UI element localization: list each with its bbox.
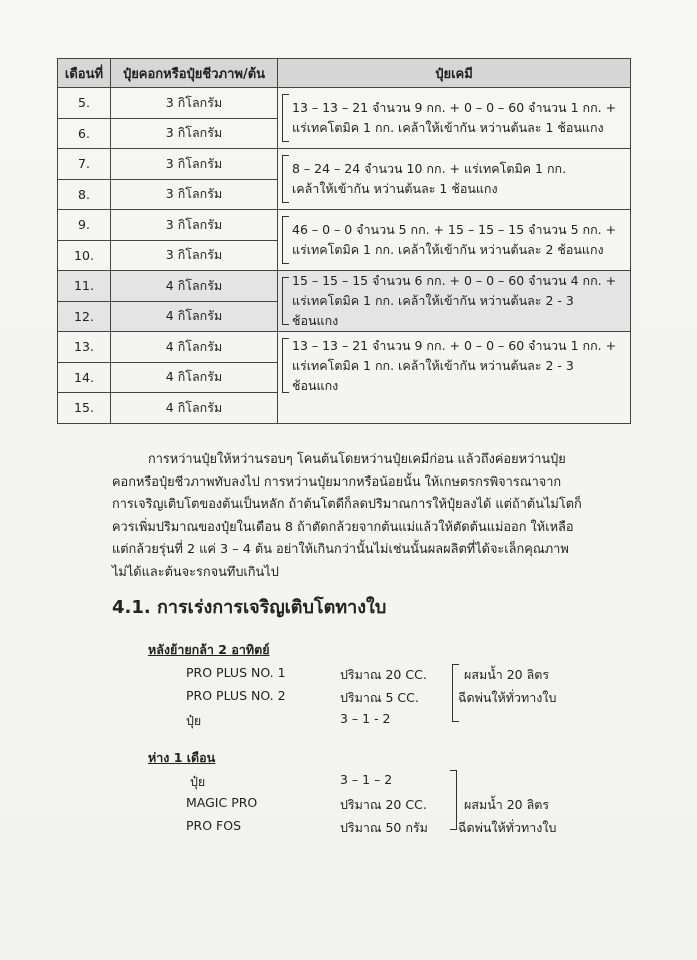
paragraph-line: การเจริญเติบโตของต้นเป็นหลัก ถ้าต้นโตดีก็ลดปริมาณการให้ปุ๋ยลงได้ แต่ถ้าต้นไม่โตก็ [112,497,582,512]
month-cell: 11. [58,271,111,302]
table-row [58,332,631,363]
brace [450,770,457,830]
block2-item-name: ปุ๋ย [190,774,206,789]
chemical-line: แร่เทคโตมิค 1 กก. เคล้าให้เข้ากัน หว่านต้นละ 2 ช้อนแกง [292,242,604,257]
month-cell: 5. [58,88,111,119]
chemical-line: แร่เทคโตมิค 1 กก. เคล้าให้เข้ากัน หว่านต้นละ 1 ช้อนแกง [292,120,604,135]
chemical-cell [278,149,631,210]
chemical-cell [278,271,631,332]
organic-cell: 4 กิโลกรัม [111,393,278,424]
block1-item-name: PRO PLUS NO. 1 [186,665,286,680]
chemical-line: แร่เทคโตมิค 1 กก. เคล้าให้เข้ากัน หว่านต้นละ 2 - 3 [292,358,574,373]
chemical-line: 8 – 24 – 24 จำนวน 10 กก. + แร่เทคโตมิค 1 กก. [292,161,567,176]
chemical-line: 13 – 13 – 21 จำนวน 9 กก. + 0 – 0 – 60 จำนวน 1 กก. + [292,100,617,115]
chemical-line: เคล้าให้เข้ากัน หว่านต้นละ 1 ช้อนแกง [292,181,498,196]
paragraph-line: การหว่านปุ๋ยให้หว่านรอบๆ โคนต้นโดยหว่านปุ๋ยเคมีก่อน แล้วถึงค่อยหว่านปุ๋ย [148,452,566,467]
header-chemical: ปุ๋ยเคมี [278,59,631,88]
chemical-cell [278,88,631,149]
table-header-row [58,59,631,88]
block1-item-amount: ปริมาณ 20 CC. [340,667,427,682]
table-row [58,210,631,241]
month-cell: 15. [58,393,111,424]
chemical-line: 46 – 0 – 0 จำนวน 5 กก. + 15 – 15 – 15 จำนวน 5 กก. + [292,222,617,237]
table-row [58,88,631,119]
block2-item-name: PRO FOS [186,818,241,833]
organic-cell: 4 กิโลกรัม [111,271,278,302]
paragraph-line: ไม่ได้และต้นจะรกจนทึบเกินไป [112,564,279,580]
chemical-line: 13 – 13 – 21 จำนวน 9 กก. + 0 – 0 – 60 จำนวน 1 กก. + [292,338,617,353]
month-cell: 13. [58,332,111,363]
organic-cell: 3 กิโลกรัม [111,88,278,119]
month-cell: 12. [58,301,111,332]
month-cell: 7. [58,149,111,180]
block2-item-amount: 3 – 1 – 2 [340,772,393,787]
brace [282,155,289,203]
body-paragraph [112,449,592,584]
month-cell: 14. [58,362,111,393]
organic-cell: 3 กิโลกรัม [111,179,278,210]
organic-cell: 3 กิโลกรัม [111,240,278,271]
month-cell: 9. [58,210,111,241]
organic-cell: 4 กิโลกรัม [111,301,278,332]
block1-item-name: PRO PLUS NO. 2 [186,688,286,703]
header-month: เดือนที่ [58,59,111,88]
organic-cell: 3 กิโลกรัม [111,149,278,180]
organic-cell: 3 กิโลกรัม [111,118,278,149]
table-row [58,149,631,180]
chemical-line: ช้อนแกง [292,378,339,393]
chemical-cell [278,332,631,424]
brace [282,338,289,393]
brace [282,94,289,142]
block1-note: ผสมน้ำ 20 ลิตร [464,667,550,682]
header-organic: ปุ๋ยคอกหรือปุ๋ยชีวภาพ/ต้น [111,59,278,88]
chemical-line: 15 – 15 – 15 จำนวน 6 กก. + 0 – 0 – 60 จำนวน 4 กก. + [292,273,617,288]
table-row [58,271,631,302]
block2-item-name: MAGIC PRO [186,795,258,810]
block2-item-amount: ปริมาณ 50 กรัม [340,820,428,835]
block2-item-amount: ปริมาณ 20 CC. [340,797,427,812]
organic-cell: 4 กิโลกรัม [111,332,278,363]
fertilizer-table [57,58,631,424]
block2-note: ฉีดพ่นให้ทั่วทางใบ [458,820,557,835]
chemical-cell [278,210,631,271]
month-cell: 6. [58,118,111,149]
block1-item-name: ปุ๋ย [186,713,202,728]
block1-item-amount: 3 – 1 - 2 [340,711,391,726]
paragraph-line: ควรเพิ่มปริมาณของปุ๋ยในเดือน 8 ถ้าตัดกล้วยจากต้นแม่แล้วให้ตัดต้นแม่ออก ให้เหลือ [112,519,574,535]
chemical-line: แร่เทคโตมิค 1 กก. เคล้าให้เข้ากัน หว่านต้นละ 2 - 3 [292,293,574,308]
block1-note: ฉีดพ่นให้ทั่วทางใบ [458,690,557,705]
month-cell: 8. [58,179,111,210]
section-title: 4.1. การเร่งการเจริญเติบโตทางใบ [112,597,387,618]
block2-note: ผสมน้ำ 20 ลิตร [464,797,550,812]
organic-cell: 3 กิโลกรัม [111,210,278,241]
brace [282,216,289,264]
brace [282,277,289,325]
organic-cell: 4 กิโลกรัม [111,362,278,393]
block1-heading: หลังย้ายกล้า 2 อาทิตย์ [148,642,270,657]
paragraph-line: คอกหรือปุ๋ยชีวภาพทับลงไป การหว่านปุ๋ยมากหรือน้อยนั้น ให้เกษตรกรพิจารณาจาก [112,474,562,490]
month-cell: 10. [58,240,111,271]
paragraph-line: แต่กล้วยรุ่นที่ 2 แค่ 3 – 4 ต้น อย่าให้เกินกว่านั้นไม่เช่นนั้นผลผลิตที่ได้จะเล็กคุณภาพ [112,542,569,557]
block2-heading: ห่าง 1 เดือน [148,750,216,765]
block1-item-amount: ปริมาณ 5 CC. [340,690,419,705]
chemical-line: ช้อนแกง [292,313,339,328]
